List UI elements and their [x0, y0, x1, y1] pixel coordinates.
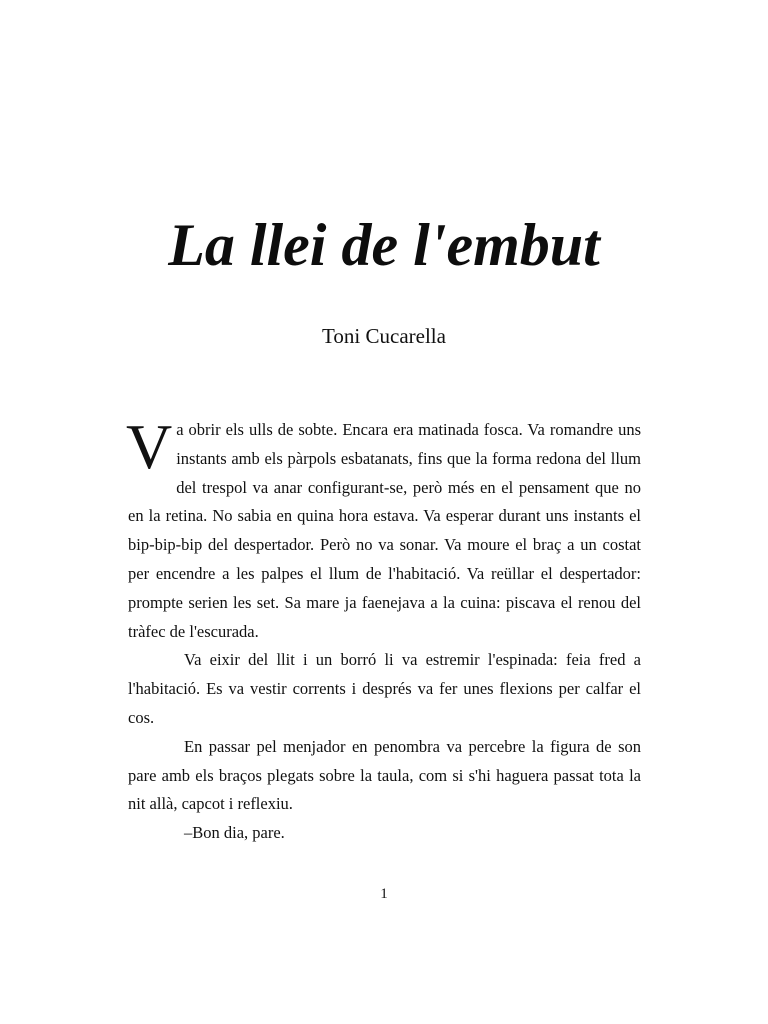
paragraph-4: –Bon dia, pare.: [184, 823, 285, 843]
paragraph-3: En passar pel menjador en penombra va percebre la figura de son pare amb els braços plegats sobre la taula, com si s'hi haguera passat tota la nit allà, capcot i reflexiu.: [128, 736, 641, 814]
page-number: 1: [380, 886, 388, 902]
document-title: La llei de l'embut: [168, 212, 600, 278]
author-name: Toni Cucarella: [322, 324, 446, 348]
drop-cap: V: [126, 411, 173, 482]
body-text: [126, 411, 641, 848]
paragraph-1-text: a obrir els ulls de sobte. Encara era matinada fosca. Va romandre uns instants amb els pàrpols esbatanats, fins que la forma redona del llum del trespol va anar configurant-se, però més en el pensament que no en la retina. No sabia en quina hora estava. Va esperar durant uns instants el bip-bip-bip del despertador. Però no va sonar. Va moure el braç a un costat per encendre a les palpes el llum de l'habitació. Va reüllar el despertador: prompte serien les set. Sa mare ja faenejava a la cuina: piscava el renou del tràfec de l'escurada.: [128, 420, 641, 641]
paragraph-1: [126, 411, 641, 646]
paragraph-2: Va eixir del llit i un borró li va estremir l'espinada: feia fred a l'habitació. Es va vestir corrents i després va fer unes flexions per calfar el cos.: [128, 650, 641, 727]
